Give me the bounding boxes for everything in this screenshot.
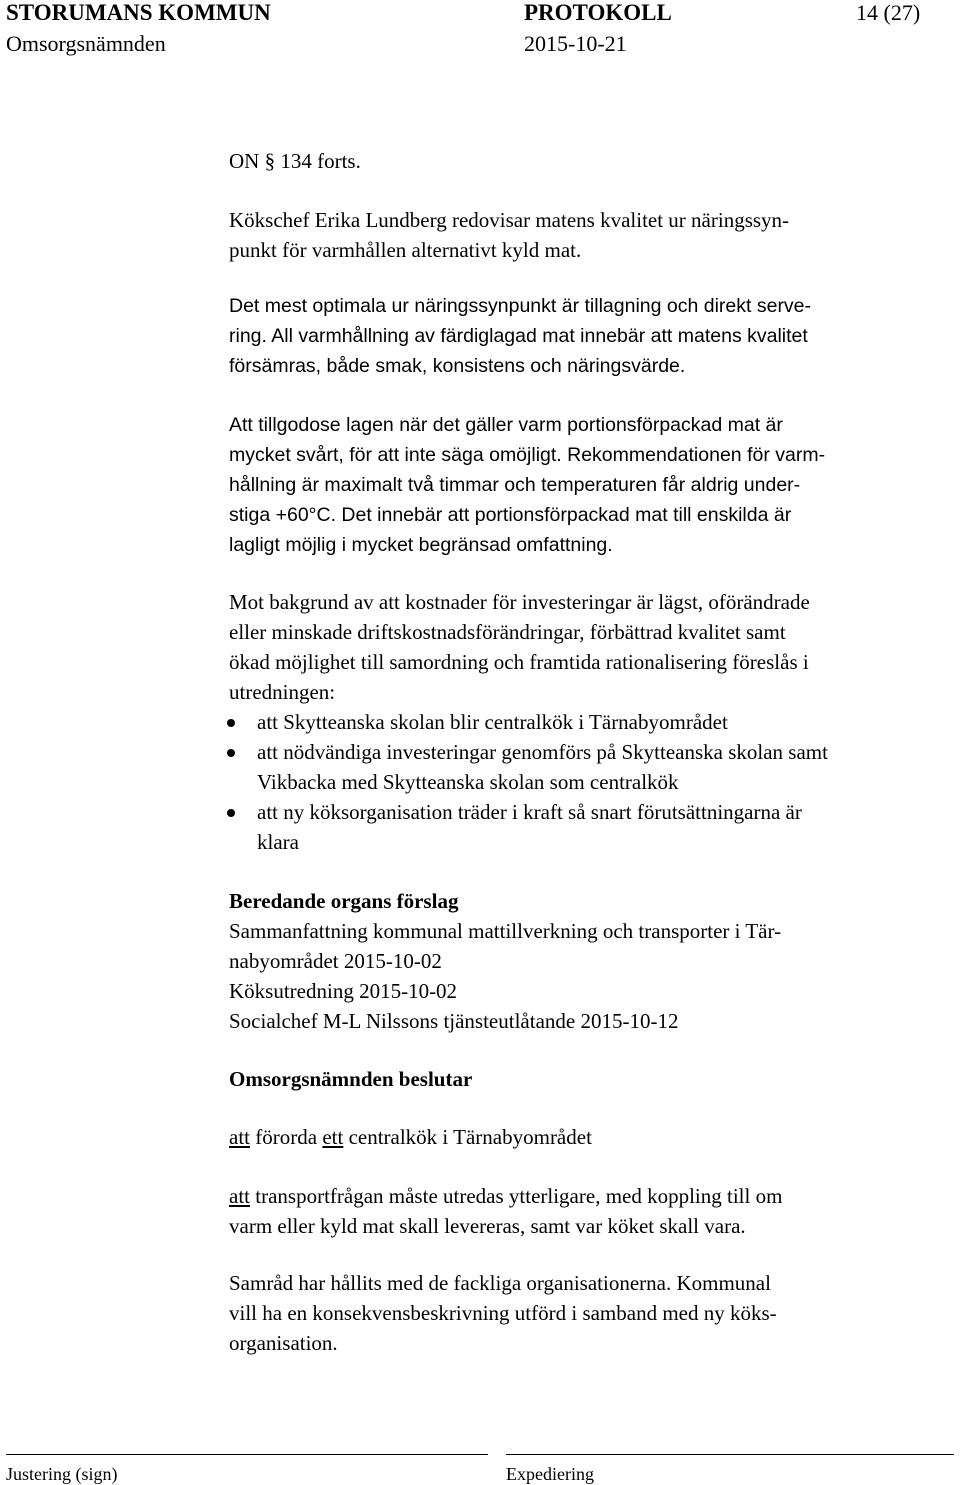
- list-item: att nödvändiga investeringar genomförs på Skytteanska skolan samt Vikbacka med Skytteanska skolan som centralkök: [229, 737, 949, 797]
- paragraph-intro: Kökschef Erika Lundberg redovisar matens kvalitet ur näringssyn- punkt för varmhållen alternativt kyld mat.: [229, 208, 790, 262]
- paragraph-background: Mot bakgrund av att kostnader för investeringar är lägst, oförändrade eller minskade driftskostnadsförändringar, förbättrad kvalitet samt ökad möjlighet till samordning och framtida rationalisering föreslås i utredningen: att Skytteanska skolan blir centralkök i Tärnabyområdet att nödvändiga investeringar genomförs på Skytteanska skolan samt Vikbacka med Skytteanska skolan som centralkök att ny köksorganisation träder i kraft så snart förutsättningarna är klara: [229, 587, 949, 857]
- org-name: STORUMANS KOMMUN: [6, 0, 271, 25]
- decision-heading: Omsorgsnämnden beslutar: [229, 1067, 473, 1091]
- meeting-date: 2015-10-21: [524, 31, 627, 56]
- decision-2: att transportfrågan måste utredas ytterligare, med koppling till om varm eller kyld mat skall levereras, samt var köket skall vara.: [229, 1184, 783, 1238]
- bullet-icon: [227, 809, 235, 817]
- list-item: att Skytteanska skolan blir centralkök i Tärnabyområdet: [229, 707, 949, 737]
- proposal-heading: Beredande organs förslag: [229, 889, 459, 913]
- page-number: 14 (27): [856, 0, 921, 25]
- proposal-section: Beredande organs förslag Sammanfattning kommunal mattillverkning och transporter i Tär- nabyområdet 2015-10-02 Köksutredning 2015-10-02 Socialchef M-L Nilssons tjänsteutlåtande 2015-10-12: [229, 886, 949, 1036]
- committee-name: Omsorgsnämnden: [6, 31, 166, 56]
- section-ref: ON § 134 forts.: [229, 149, 361, 173]
- paragraph-law: Att tillgodose lagen när det gäller varm portionsförpackad mat är mycket svårt, för att inte säga omöjligt. Rekommendationen för varm- hållning är maximalt två timmar och temperaturen får aldrig under- stiga +60°C. Det innebär att portionsförpackad mat till enskilda är lagligt möjlig i mycket begränsad omfattning.: [229, 414, 826, 556]
- expedition-line: [506, 1454, 954, 1455]
- list-item: att ny köksorganisation träder i kraft så snart förutsättningarna är klara: [229, 797, 949, 857]
- paragraph-optimal: Det mest optimala ur näringssynpunkt är tillagning och direkt serve- ring. All varmhållning av färdiglagad mat innebär att matens kvalitet försämras, både smak, konsistens och näringsvärde.: [229, 295, 812, 377]
- bullet-list: [229, 707, 949, 857]
- doc-type: PROTOKOLL: [524, 0, 672, 25]
- footer-expediering: Expediering: [506, 1464, 594, 1484]
- decision-1: att förorda ett centralkök i Tärnabyområdet: [229, 1125, 592, 1149]
- footer-justering: Justering (sign): [6, 1464, 118, 1484]
- closing-paragraph: Samråd har hållits med de fackliga organisationerna. Kommunal vill ha en konsekvensbeskrivning utförd i samband med ny köks- organisation.: [229, 1271, 777, 1355]
- signature-line: [6, 1454, 488, 1455]
- bullet-icon: [227, 719, 235, 727]
- bullet-icon: [227, 749, 235, 757]
